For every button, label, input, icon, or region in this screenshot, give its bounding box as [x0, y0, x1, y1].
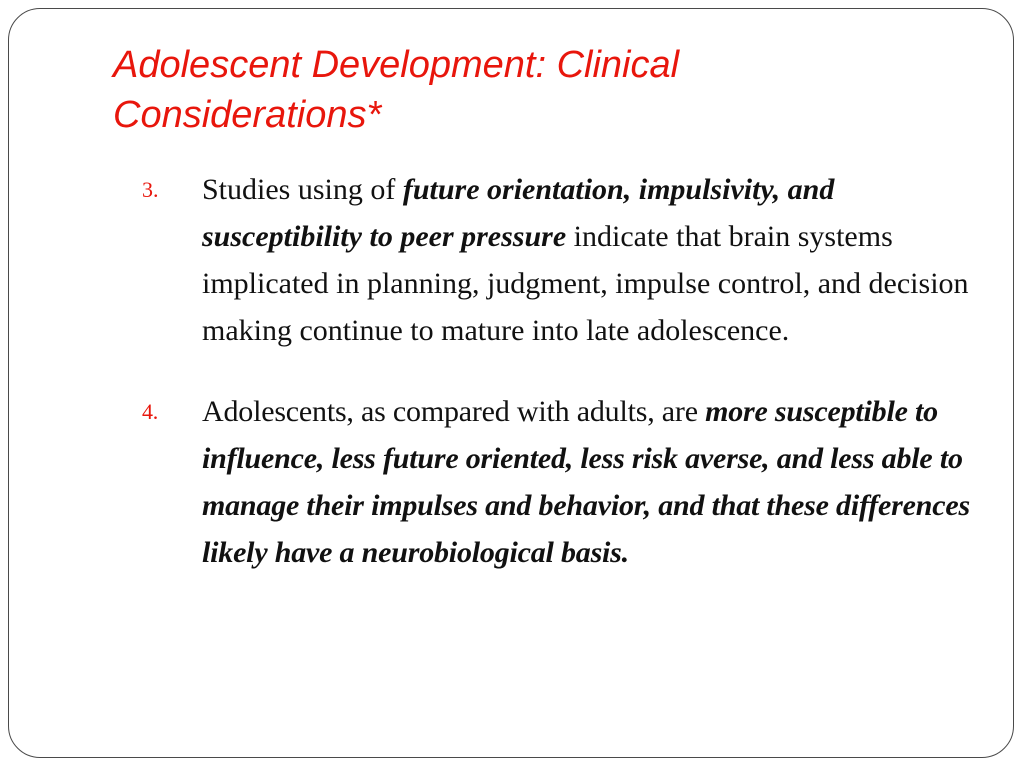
item-number: 4.	[142, 399, 159, 424]
bullet-list	[140, 166, 970, 576]
item-emphasis: more susceptible to influence, less future oriented, less risk averse, and less able to manage their impulses and behavior, and that these differences likely have a neurobiological basis.	[202, 395, 970, 569]
item-text: Adolescents, as compared with adults, are	[202, 395, 706, 428]
item-number: 3.	[142, 177, 159, 202]
slide-title: Adolescent Development: Clinical Considerations*	[113, 44, 680, 136]
item-emphasis: future orientation, impulsivity, and susceptibility to peer pressure	[202, 173, 835, 253]
list-item	[140, 166, 970, 354]
item-text: Studies using of	[202, 173, 403, 206]
item-text-end: indicate that brain systems implicated in planning, judgment, impulse control, and decision making continue to mature into late adolescence.	[202, 220, 969, 347]
list-item	[140, 388, 970, 576]
